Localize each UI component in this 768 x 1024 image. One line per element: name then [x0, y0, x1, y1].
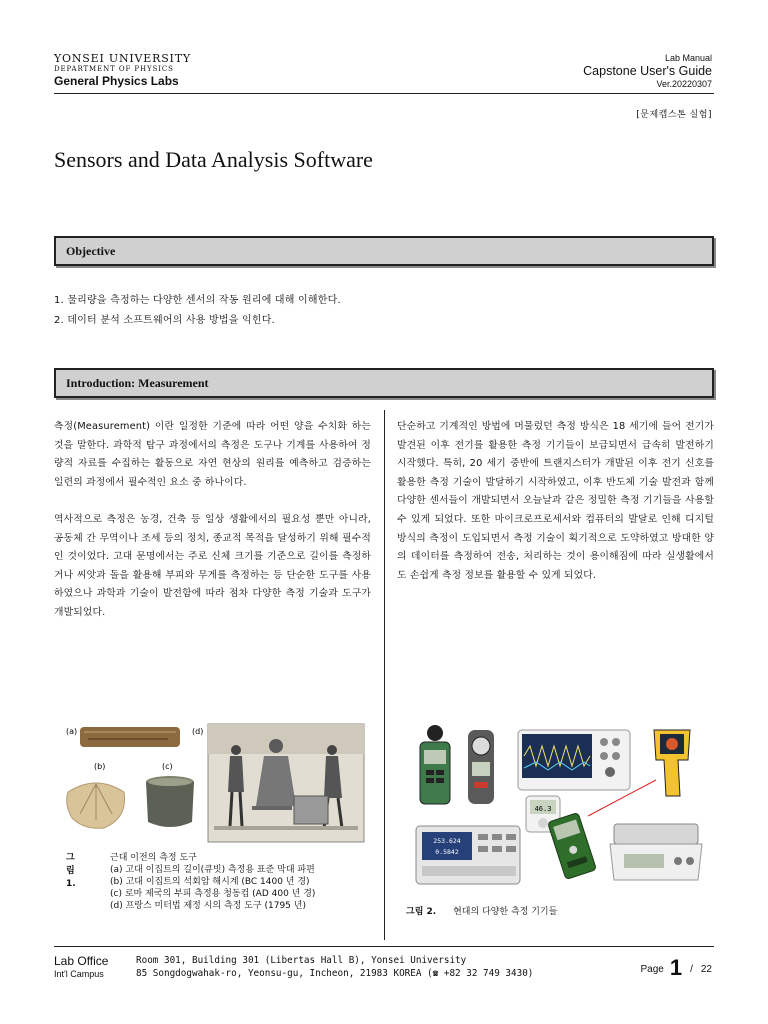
thermal-camera — [654, 730, 690, 796]
footer-office — [54, 954, 108, 981]
figure-2-number: 그림 2. — [406, 907, 437, 917]
lcr-display-primary: 253.624 — [433, 837, 461, 845]
page-title: Sensors and Data Analysis Software — [54, 147, 373, 172]
objective-item: 2. 데이터 분석 소프트웨어의 사용 방법을 익힌다. — [54, 315, 275, 326]
manual-label: Lab Manual — [664, 53, 712, 63]
figure-1-item: (b) 고대 이집트의 석회암 해시계 (BC 1400 년 경) — [110, 877, 310, 887]
figure-1-label-a: (a) — [66, 727, 78, 736]
intro-paragraph: 단순하고 기계적인 방법에 머물렀던 측정 방식은 18 세기에 들어 전기가 발견된 이후 전기를 활용한 측정 기기들이 보급되면서 급속히 발전하기 시작했다. 특히, 20 세기 중반에 트랜지스터가 개발된 이후 전기 신호를 활용한 측정 기술이 발달하기 시작하였고, 이후 반도체 기술 발전과 함께 다양한 센서들이 개발되면서 오늘날과 같은 정밀한 측정 기기들을 사용할 수 있게 되었다. 또한 마이크로프로세서와 컴퓨터의 발달로 인해 디지털 방식의 측정이 도입되면서 측정 기술이 획기적으로 도약하였고 방대한 양의 데이터를 측정하여 전송, 처리하는 것이 용이해짐에 따라 실생활에서도 손쉽게 측정 정보를 활용할 수 있게 되었다. — [397, 421, 714, 581]
intro-left-column — [54, 418, 371, 623]
cubit-rod-artifact — [80, 727, 180, 747]
figure-2-caption-text: 현대의 다양한 측정 기기들 — [453, 907, 558, 917]
header-branding — [54, 52, 191, 89]
address-line-1: Room 301, Building 301 (Libertas Hall B), Yonsei University — [136, 955, 467, 966]
university-name: YONSEI UNIVERSITY — [54, 52, 191, 65]
figure-1-label-c: (c) — [162, 762, 173, 771]
introduction-heading-bar — [54, 368, 714, 398]
objective-list — [54, 291, 341, 331]
experiment-tag: [문제캡스톤 실험] — [636, 110, 712, 120]
header-manual-info — [583, 53, 712, 90]
address-line-2: 85 Songdogwahak-ro, Yeonsu-gu, Incheon, 21983 KOREA (☎ +82 32 749 3430) — [136, 968, 534, 979]
anemometer — [468, 730, 494, 804]
header-divider — [54, 93, 714, 94]
oscilloscope — [518, 730, 630, 790]
figure-1-label-d: (d) — [192, 727, 204, 736]
lcr-display-secondary: 0.5842 — [435, 848, 459, 856]
bronze-cup-artifact — [146, 782, 194, 827]
campus-label: Int'l Campus — [54, 969, 104, 979]
version-label: Ver.20220307 — [656, 79, 712, 89]
figure-1-item: (a) 고대 이집트의 길이(큐빗) 측정용 표준 막대 파편 — [110, 865, 315, 875]
footer-address — [136, 954, 533, 980]
objective-heading-bar — [54, 236, 714, 266]
figure-1-number: 그림 1. — [66, 853, 76, 889]
figure-1-item: (c) 로마 제국의 부피 측정용 청동컵 (AD 400 년 경) — [110, 889, 316, 899]
figure-2-caption — [406, 904, 557, 917]
lcr-meter — [416, 826, 520, 884]
page-number: 1 — [669, 955, 683, 980]
multimeter-display: 46.3 — [534, 805, 552, 813]
page-indicator — [640, 955, 712, 981]
precision-scale — [610, 824, 702, 880]
figure-1-caption-text: 근대 이전의 측정 도구 — [110, 853, 197, 863]
figure-1-item: (d) 프랑스 미터법 제정 시의 측정 도구 (1795 년) — [110, 901, 306, 911]
page-separator: / — [690, 964, 693, 975]
department-name: DEPARTMENT OF PHYSICS — [54, 65, 174, 73]
objective-item: 1. 물리량을 측정하는 다양한 센서의 작동 원리에 대해 이해한다. — [54, 295, 341, 306]
intro-paragraph: 측정(Measurement) 이란 일정한 기준에 따라 어떤 양을 수치화 하는 것을 말한다. 과학적 탐구 과정에서의 측정은 도구나 기계를 사용하여 정량적 자료를 수집하는 활동으로 자연 현상의 원리를 예측하고 검증하는 일련의 과정에서 필수적인 요소 중 하나이다. — [54, 421, 371, 488]
intro-paragraph: 역사적으로 측정은 농경, 건축 등 일상 생활에서의 필요성 뿐만 아니라, 공동체 간 무역이나 조세 등의 정치, 종교적 목적을 달성하기 위해 필수적인 것이었다. 고대 문명에서는 주로 신체 크기를 기준으로 길이를 측정하거나 씨앗과 돌을 활용해 부피와 무게를 측정하는 등 단순한 도구를 사용하였으나 과학과 기술이 발전함에 따라 점차 다양한 측정 기술과 도구가 개발되었다. — [54, 513, 371, 618]
figure-1-image — [66, 722, 366, 852]
labs-name: General Physics Labs — [54, 74, 179, 88]
objective-heading: Objective — [66, 244, 116, 258]
sound-level-meter — [420, 725, 450, 804]
figure-1-label-b: (b) — [94, 762, 106, 771]
intro-right-column — [397, 418, 714, 585]
column-divider — [384, 410, 385, 940]
figure-2-image — [412, 720, 706, 892]
guide-title: Capstone User's Guide — [583, 64, 712, 78]
introduction-heading: Introduction: Measurement — [66, 376, 209, 390]
footer-divider — [54, 946, 714, 947]
page-label: Page — [640, 964, 664, 975]
page-total: 22 — [700, 964, 712, 975]
lab-office-label: Lab Office — [54, 954, 109, 968]
